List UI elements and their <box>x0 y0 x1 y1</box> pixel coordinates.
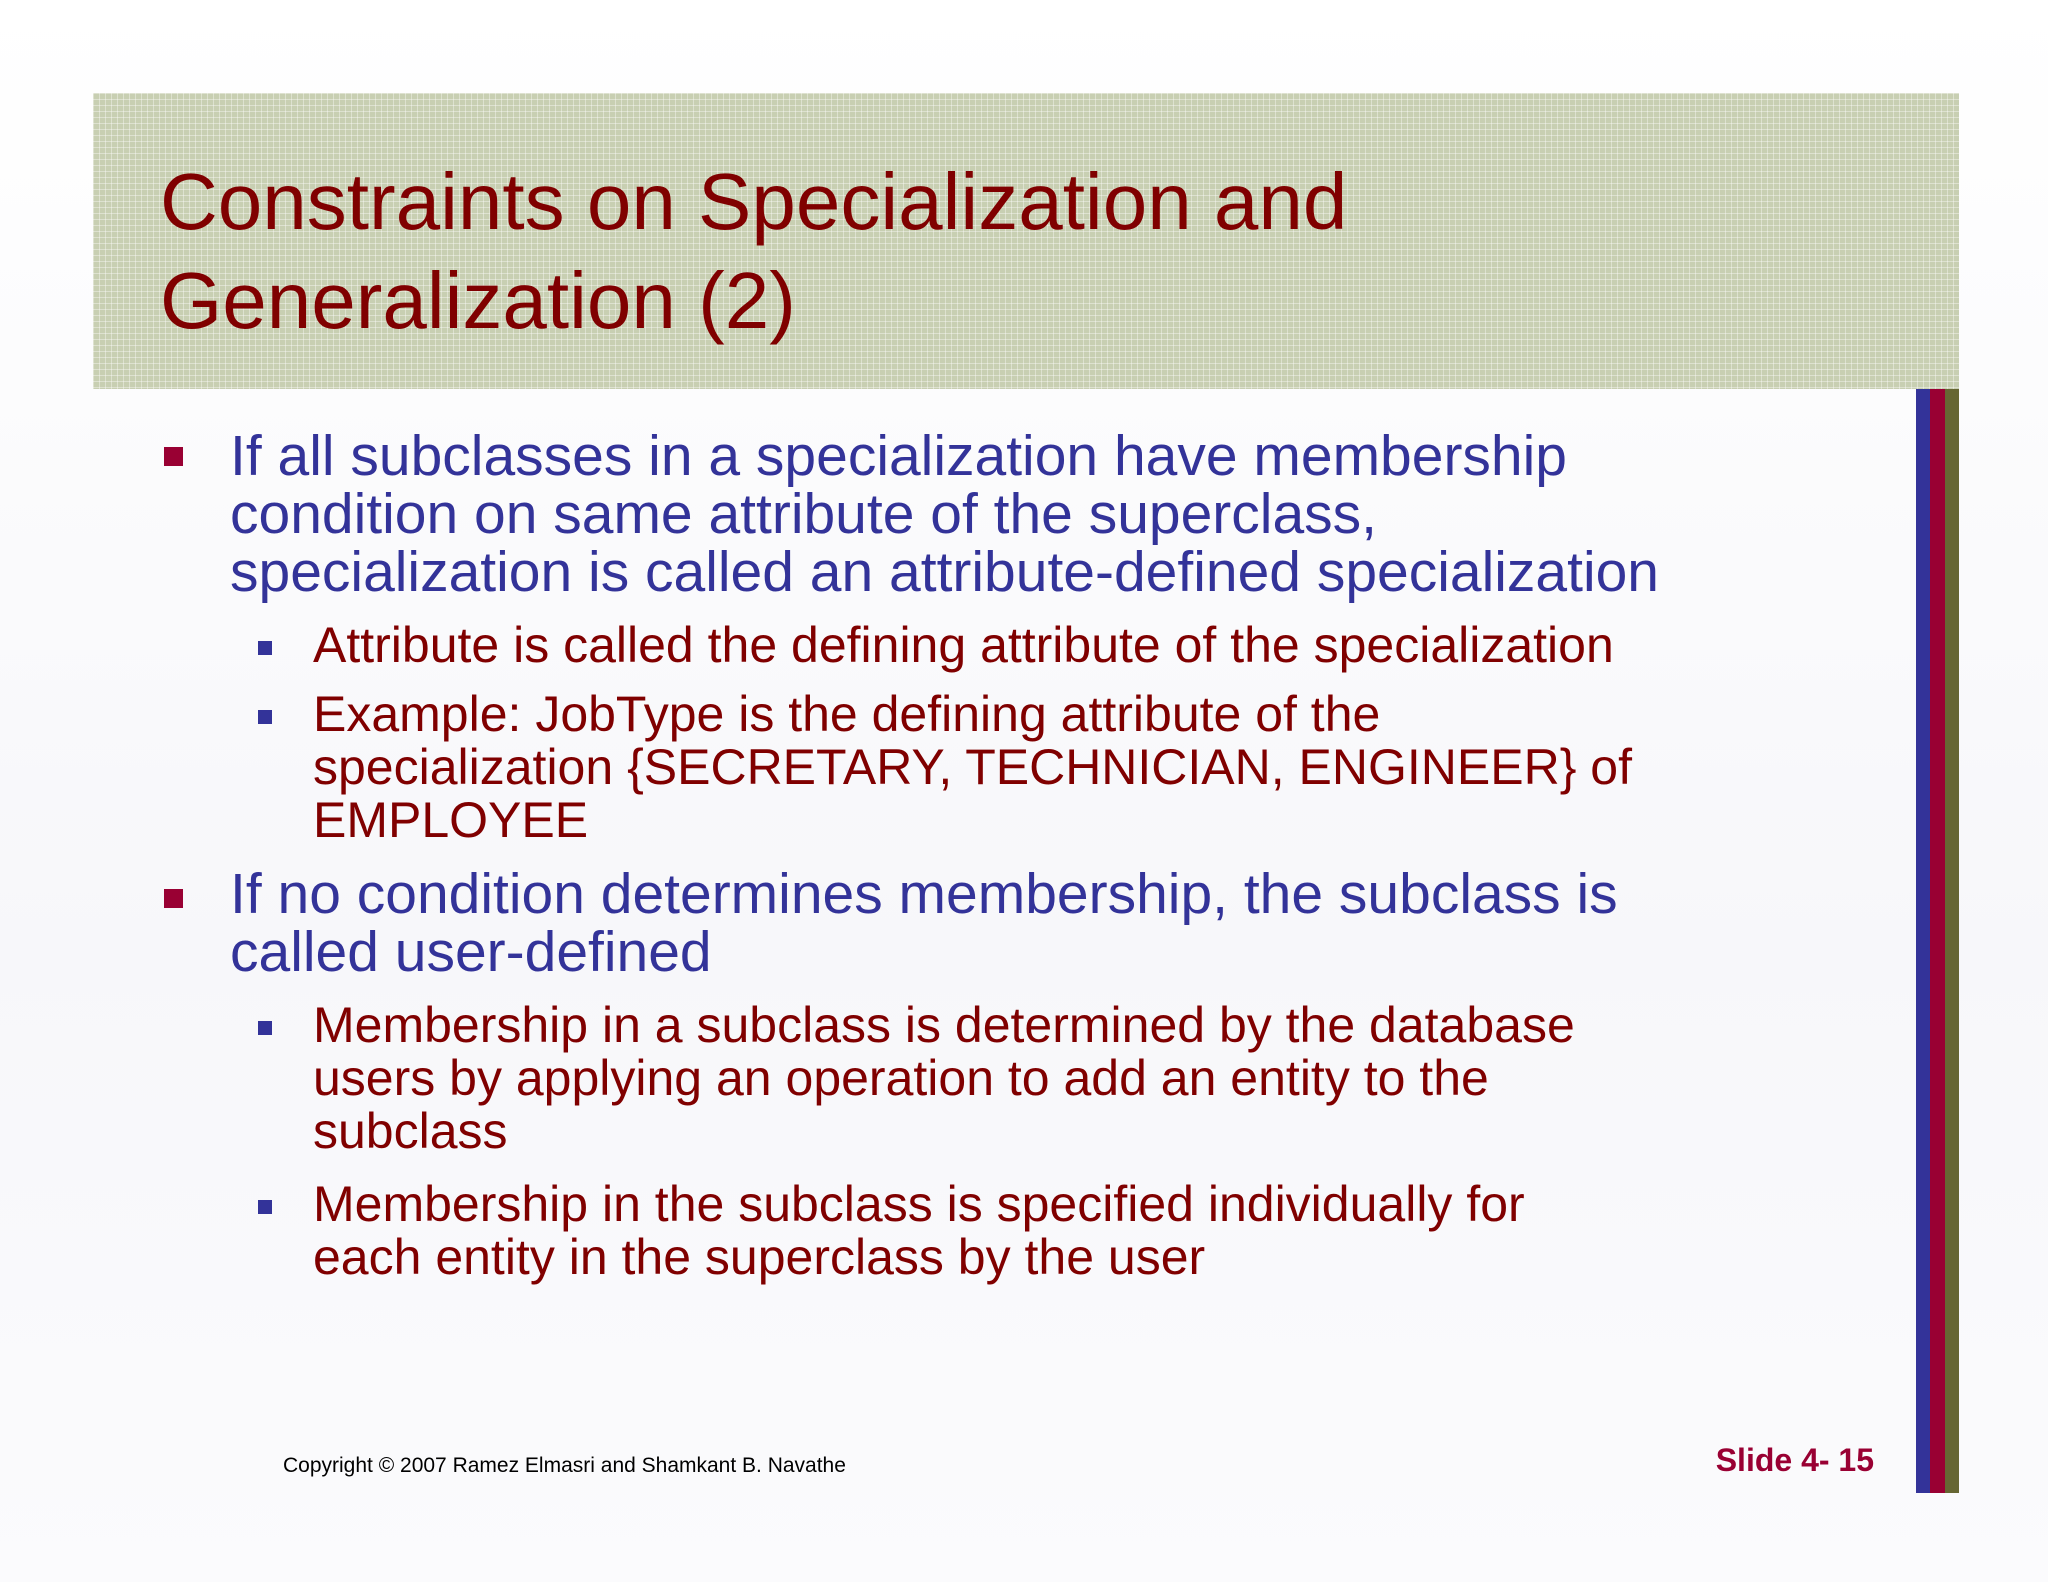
footer-copyright: Copyright © 2007 Ramez Elmasri and Shamkant B. Navathe <box>283 1454 846 1477</box>
square-bullet-icon <box>164 447 183 466</box>
subbullet-text: Example: JobType is the defining attribute of the specialization {SECRETARY, TECHNICIAN, ENGINEER} of EMPLOYEE <box>313 686 1632 848</box>
square-subbullet-icon <box>258 1021 272 1035</box>
square-subbullet-icon <box>258 710 272 724</box>
slide-number: Slide 4- 15 <box>1715 1442 1874 1478</box>
bullet-text: If no condition determines membership, the subclass is called user-defined <box>230 862 1618 984</box>
bullet-text: If all subclasses in a specialization have membership condition on same attribute of the superclass, specialization is called an attribute-defined specialization <box>230 424 1660 604</box>
subbullet-text: Membership in a subclass is determined by the database users by applying an operation to add an entity to the subclass <box>313 997 1575 1159</box>
square-bullet-icon <box>164 889 183 908</box>
square-subbullet-icon <box>258 1200 272 1214</box>
subbullet-text: Attribute is called the defining attribute of the specialization <box>313 617 1614 673</box>
slide-title: Constraints on Specialization and Generalization (2) <box>160 157 1348 345</box>
square-subbullet-icon <box>258 641 272 655</box>
subbullet-text: Membership in the subclass is specified individually for each entity in the superclass by the user <box>313 1176 1525 1285</box>
